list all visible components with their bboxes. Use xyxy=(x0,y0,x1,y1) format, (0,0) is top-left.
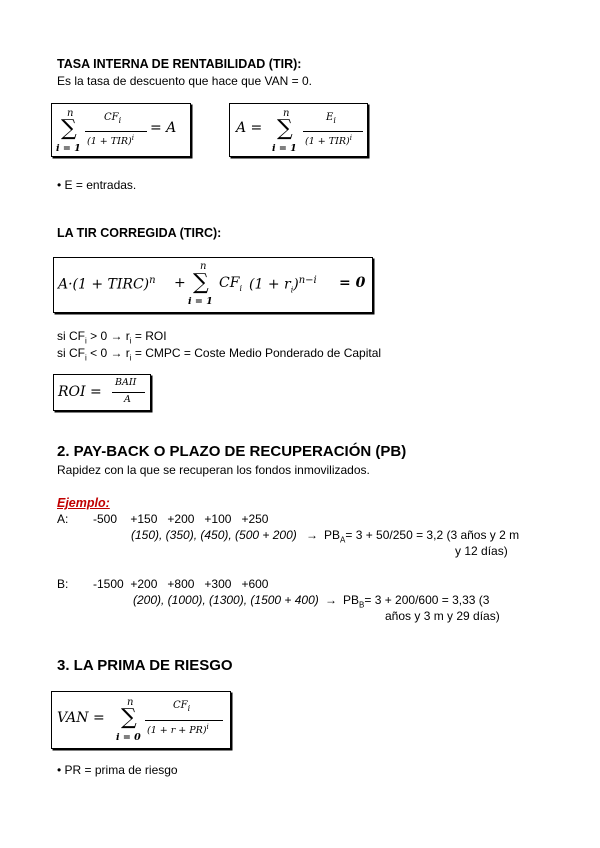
tirc-condition-positive: si $CF_i > 0 \to r_i$ = ROI xyxy=(57,329,167,346)
tirc-term-1: A·(1 + TIRC)$^n$ xyxy=(58,275,156,293)
example-a-cumulative: (150), (350), (450), (500 + 200) xyxy=(131,528,297,542)
sum-upper-limit: n xyxy=(67,108,74,119)
tirc-formula-box xyxy=(53,257,373,313)
example-b-flows: -1500 +200 +800 +300 +600 xyxy=(93,577,269,591)
payback-title: 2. PAY-BACK O PLAZO DE RECUPERACIÓN (PB) xyxy=(57,443,407,460)
sum-upper-limit: n xyxy=(200,261,207,272)
riesgo-title: 3. LA PRIMA DE RIESGO xyxy=(57,657,233,674)
sum-lower-limit: i = 0 xyxy=(116,732,141,743)
formula-rhs: = A xyxy=(150,120,177,136)
tir-formula-box-2 xyxy=(229,103,368,157)
fraction-bar xyxy=(85,131,147,132)
sum-lower-limit: i = 1 xyxy=(56,143,81,154)
riesgo-formula-box xyxy=(51,691,231,749)
fraction-denominator: (1 + r + PR)$^i$ xyxy=(147,723,209,737)
tir-title: TASA INTERNA DE RENTABILIDAD (TIR): xyxy=(57,57,302,71)
example-a-result-cont: y 12 días) xyxy=(455,544,508,558)
tir-description: Es la tasa de descuento que hace que VAN = 0. xyxy=(57,74,312,88)
fraction-denominator: A xyxy=(124,394,131,405)
formula-lhs: VAN = xyxy=(57,710,105,726)
fraction-bar xyxy=(303,131,363,132)
formula-lhs: ROI = xyxy=(58,384,102,400)
example-label: Ejemplo: xyxy=(57,496,110,510)
riesgo-note: • PR = prima de riesgo xyxy=(57,763,178,777)
sum-upper-limit: n xyxy=(283,108,290,119)
fraction-bar xyxy=(112,392,145,393)
sum-lower-limit: i = 1 xyxy=(272,143,297,154)
example-b-cumulative: (200), (1000), (1300), (1500 + 400) xyxy=(133,593,319,607)
example-a-result: $PB_A= 3 + 50/250 = 3,2$ (3 años y 2 m xyxy=(324,528,520,545)
example-b-result: $PB_B= 3 + 200/600 = 3,33$ (3 xyxy=(343,593,490,610)
example-a-label: A: xyxy=(57,512,69,526)
fraction-numerator: $E_i$ xyxy=(326,112,336,125)
fraction-numerator: BAII xyxy=(115,377,137,388)
example-a-flows: -500 +150 +200 +100 +250 xyxy=(93,512,269,526)
payback-description: Rapidez con la que se recuperan los fondos inmovilizados. xyxy=(57,463,370,477)
rate-term: $(1 + r_i)^{n-i}$ xyxy=(249,275,317,295)
fraction-numerator: $CF_i$ xyxy=(173,700,191,713)
tir-formula-box-1 xyxy=(51,103,191,157)
example-b-label: B: xyxy=(57,577,69,591)
cf-term: $CF_i$ xyxy=(219,275,242,293)
sigma-symbol: ∑ xyxy=(277,116,293,141)
fraction-numerator: $CF_i$ xyxy=(104,112,122,125)
plus-sign: + xyxy=(174,275,186,291)
arrow-icon: → xyxy=(306,528,318,542)
sum-upper-limit: n xyxy=(127,697,134,708)
arrow-icon: → xyxy=(325,593,337,607)
formula-rhs: = 0 xyxy=(339,275,366,291)
formula-lhs: A = xyxy=(236,120,263,136)
sigma-symbol: ∑ xyxy=(61,116,77,141)
fraction-denominator: (1 + TIR)$^i$ xyxy=(305,134,352,148)
sigma-symbol: ∑ xyxy=(193,270,209,295)
fraction-bar xyxy=(145,720,223,721)
tir-note: • E = entradas. xyxy=(57,178,137,192)
sum-lower-limit: i = 1 xyxy=(188,296,213,307)
example-b-result-cont: años y 3 m y 29 días) xyxy=(385,609,500,623)
tirc-condition-negative: si $CF_i < 0 \to r_i$ = CMPC = Coste Medio Ponderado de Capital xyxy=(57,346,382,363)
roi-formula-box xyxy=(53,374,151,411)
fraction-denominator: (1 + TIR)$^i$ xyxy=(87,134,134,148)
sigma-symbol: ∑ xyxy=(121,705,137,730)
tirc-title: LA TIR CORREGIDA (TIRC): xyxy=(57,226,222,240)
